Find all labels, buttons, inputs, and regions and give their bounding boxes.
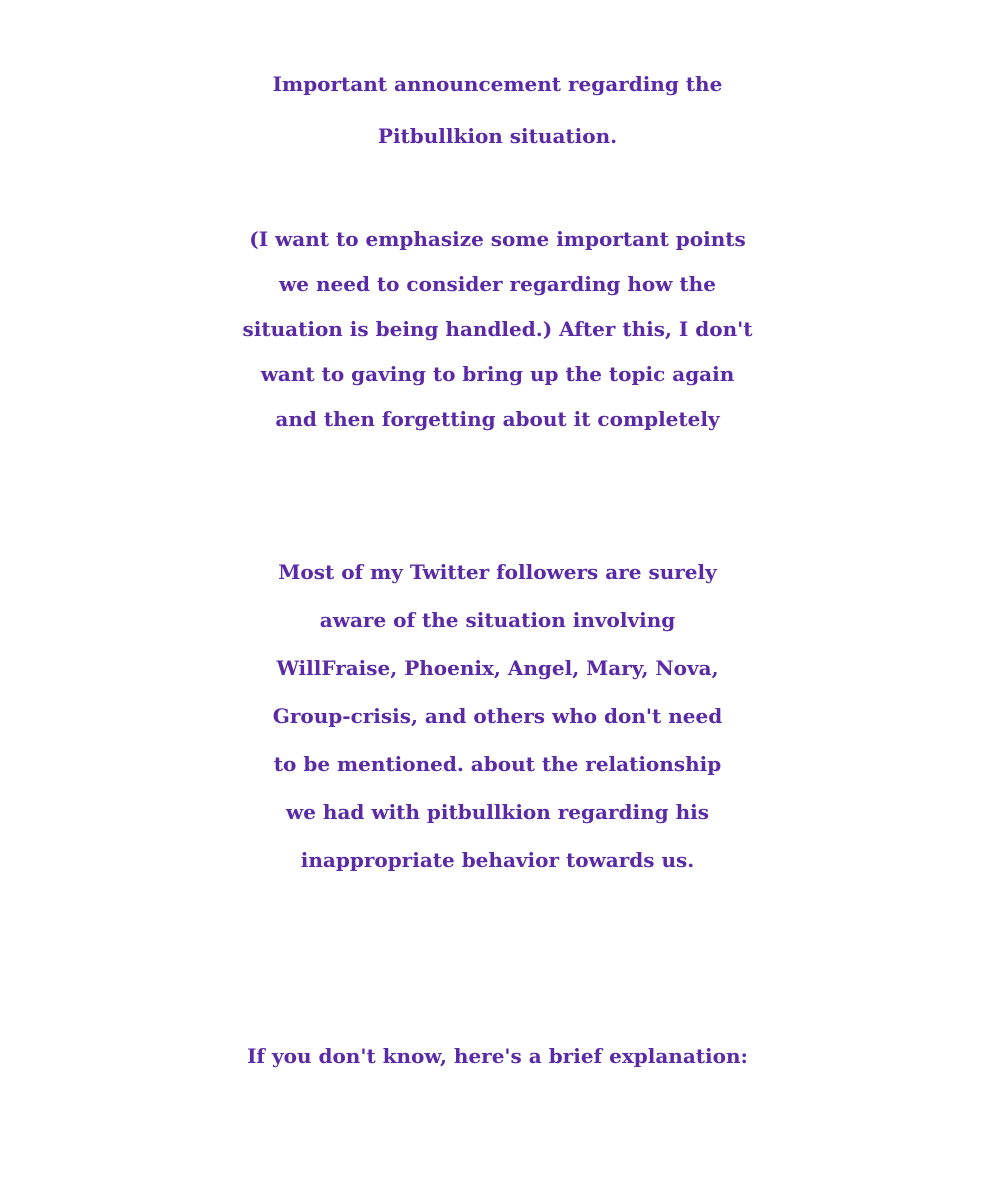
paragraph-line: WillFraise, Phoenix, Angel, Mary, Nova, (276, 656, 719, 680)
paragraph-line: situation is being handled.) After this, I don't (242, 317, 753, 341)
paragraph-line: (I want to emphasize some important points (249, 227, 746, 251)
context-paragraph (0, 548, 995, 884)
paragraph-line: If you don't know, here's a brief explanation: (247, 1044, 748, 1068)
paragraph-line: inappropriate behavior towards us. (300, 848, 695, 872)
paragraph-line: Most of my Twitter followers are surely (278, 560, 717, 584)
title-line: Important announcement regarding the (272, 72, 723, 96)
paragraph-line: Group-crisis, and others who don't need (272, 704, 723, 728)
title-line: Pitbullkion situation. (377, 124, 618, 148)
explanation-lead (0, 1032, 995, 1080)
paragraph-line: we had with pitbullkion regarding his (286, 800, 709, 824)
paragraph-line: and then forgetting about it completely (275, 407, 720, 431)
paragraph-line: to be mentioned. about the relationship (273, 752, 722, 776)
paragraph-line: want to gaving to bring up the topic again (260, 362, 735, 386)
paragraph-line: aware of the situation involving (319, 608, 676, 632)
paragraph-line: we need to consider regarding how the (279, 272, 716, 296)
intro-paragraph (0, 217, 995, 442)
announcement-title (0, 58, 995, 162)
